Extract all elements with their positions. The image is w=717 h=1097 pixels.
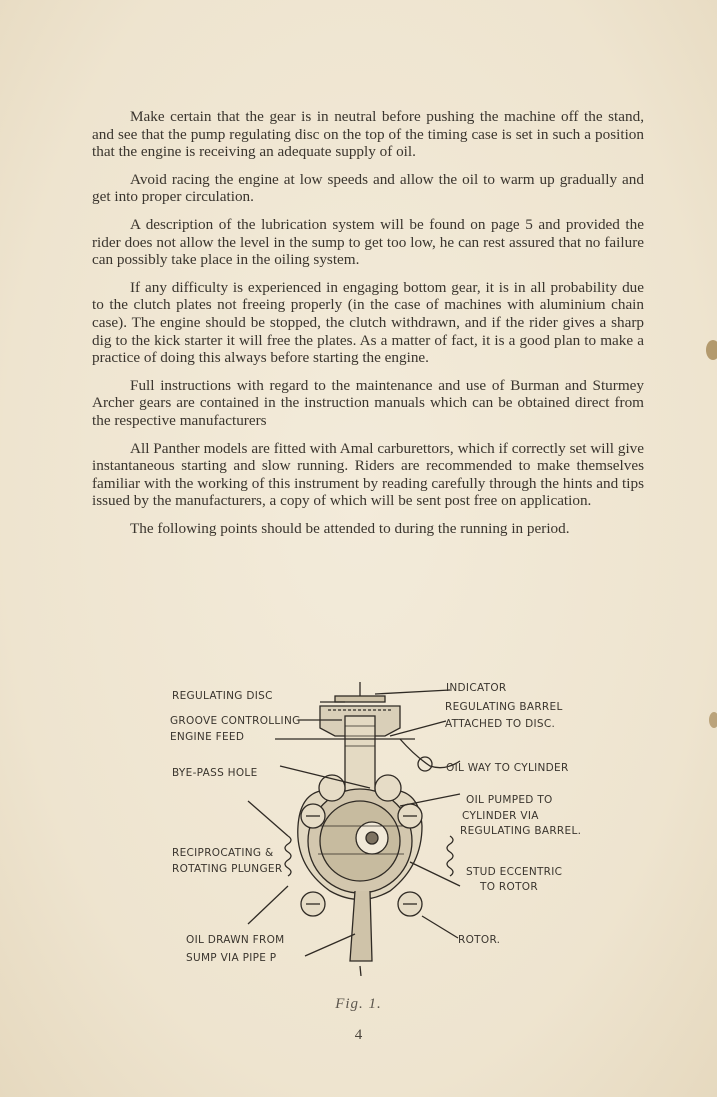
paragraph: Avoid racing the engine at low speeds and allow the oil to warm up gradually and get into proper circulation.	[92, 170, 644, 206]
label-oil-pumped-line3: REGULATING BARREL.	[460, 825, 582, 837]
paragraph: A description of the lubrication system will be found on page 5 and provided the rider does not allow the level in the sump to get too low, he can rest assured that no failure can possibly take place in the oiling system.	[92, 215, 644, 269]
label-rotor: ROTOR.	[458, 934, 501, 946]
stain-spot	[709, 712, 717, 728]
label-oil-pumped-line1: OIL PUMPED TO	[466, 794, 553, 806]
figure-caption: Fig. 1.	[335, 996, 382, 1012]
label-reciprocating-line1: RECIPROCATING &	[172, 847, 274, 859]
label-groove-line2: ENGINE FEED	[170, 731, 245, 743]
label-bye-pass: BYE-PASS HOLE	[172, 767, 258, 779]
paragraph: All Panther models are fitted with Amal carburettors, which if correctly set will give instantaneous starting and slow running. Riders are recommended to make themselves familiar with the working of this instrument by reading carefully through the hints and tips issued by the manufacturers, a copy of which will be sent post free on application.	[92, 439, 644, 510]
oil-pump-diagram	[160, 676, 580, 976]
label-stud-line1: STUD ECCENTRIC	[466, 866, 563, 878]
paragraph: Make certain that the gear is in neutral before pushing the machine off the stand, and see that the pump regulating disc on the top of the timing case is set in such a position that the engine is receiving an adequate supply of oil.	[92, 108, 644, 161]
paragraph: Full instructions with regard to the maintenance and use of Burman and Sturmey Archer gears are contained in the instruction manuals which can be obtained direct from the respective manufacturers	[92, 376, 644, 429]
body-text	[92, 108, 644, 547]
label-regulating-disc: REGULATING DISC	[172, 690, 273, 702]
label-groove-line1: GROOVE CONTROLLING	[170, 715, 301, 727]
label-oil-drawn-line1: OIL DRAWN FROM	[186, 934, 285, 946]
label-indicator: INDICATOR	[446, 682, 507, 694]
label-oil-way: OIL WAY TO CYLINDER	[446, 762, 569, 774]
paragraph: The following points should be attended to during the running in period.	[130, 519, 570, 537]
page-number: 4	[354, 1027, 363, 1043]
paragraph: If any difficulty is experienced in engaging bottom gear, it is in all probability due to the clutch plates not freeing properly (in the case of machines with aluminium chain case). The engine should be stopped, the clutch withdrawn, and if the rider gives a sharp dig to the kick starter it will free the plates. As a matter of fact, it is a good plan to make a practice of doing this always before starting the engine.	[92, 278, 644, 367]
label-stud-line2: TO ROTOR	[480, 881, 538, 893]
label-reg-barrel-line2: ATTACHED TO DISC.	[445, 718, 556, 730]
label-reg-barrel-line1: REGULATING BARREL	[445, 701, 563, 713]
stain-spot	[706, 340, 717, 360]
label-oil-pumped-line2: CYLINDER VIA	[462, 810, 539, 822]
label-oil-drawn-line2: SUMP VIA PIPE P	[186, 952, 277, 964]
label-reciprocating-line2: ROTATING PLUNGER	[172, 863, 283, 875]
